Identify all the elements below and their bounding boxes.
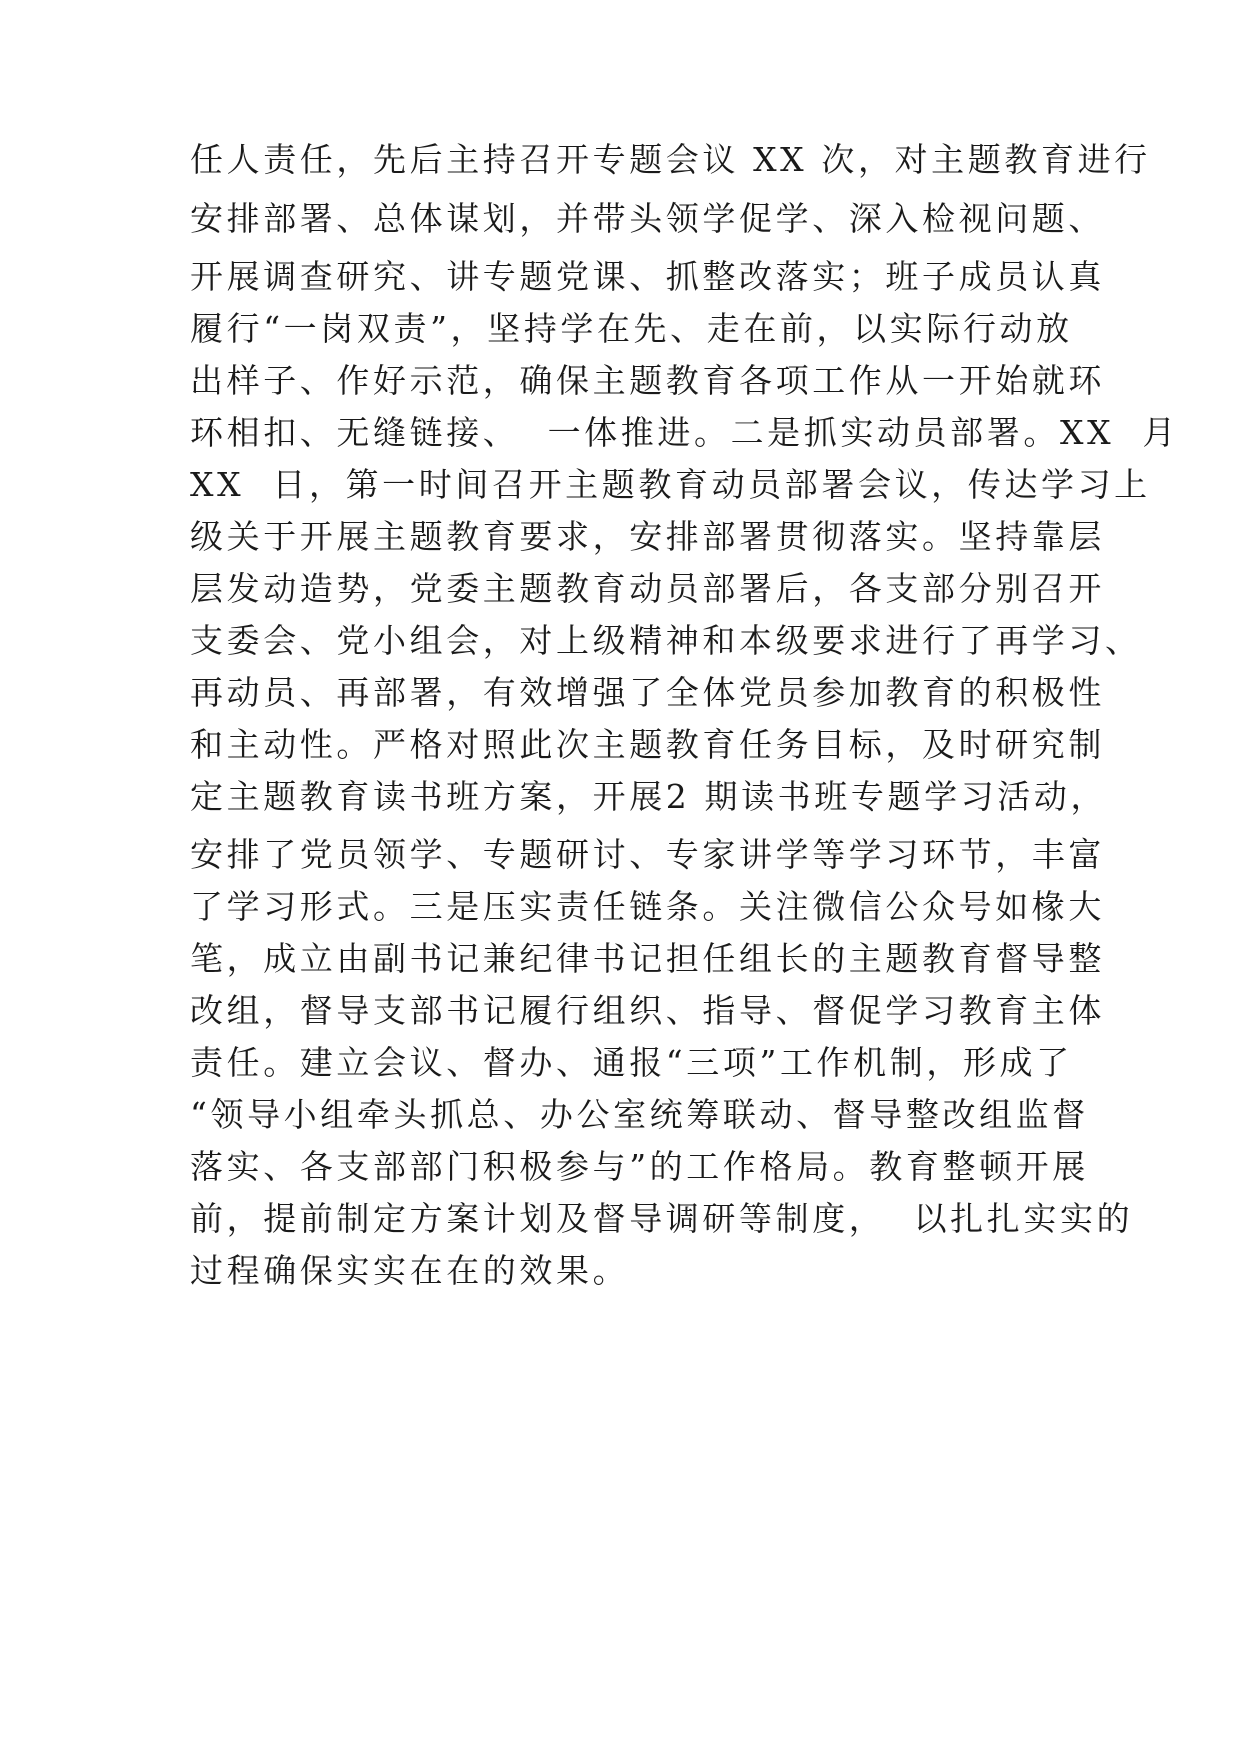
text-line: 开展调查研究、讲专题党课、抓整改落实；班子成员认真 (190, 257, 1105, 296)
text-line: 改组，督导支部书记履行组织、指导、督促学习教育主体 (190, 991, 1105, 1030)
text-line: 履行“一岗双责”，坚持学在先、走在前，以实际行动放 (190, 309, 1073, 348)
text-line: 笔，成立由副书记兼纪律书记担任组长的主题教育督导整 (190, 939, 1105, 978)
text-line: 了学习形式。三是压实责任链条。关注微信公众号如椽大 (190, 887, 1105, 926)
text-line: 出样子、作好示范，确保主题教育各项工作从一开始就环 (190, 361, 1105, 400)
text-line: 环相扣、无缝链接、 一体推进。二是抓实动员部署。XX 月 (190, 413, 1179, 452)
text-line: 级关于开展主题教育要求，安排部署贯彻落实。坚持靠层 (190, 517, 1105, 556)
text-line: 和主动性。严格对照此次主题教育任务目标，及时研究制 (190, 725, 1105, 764)
text-line: 责任。建立会议、督办、通报“三项”工作机制，形成了 (190, 1043, 1073, 1082)
text-line: 定主题教育读书班方案，开展2 期读书班专题学习活动， (190, 777, 1108, 816)
text-line: 安排部署、总体谋划，并带头领学促学、深入检视问题、 (190, 199, 1105, 238)
text-line: 再动员、再部署，有效增强了全体党员参加教育的积极性 (190, 673, 1105, 712)
text-line: 落实、各支部部门积极参与”的工作格局。教育整顿开展 (190, 1147, 1089, 1186)
text-line: 前，提前制定方案计划及督导调研等制度， 以扎扎实实的 (190, 1199, 1134, 1238)
text-line: 层发动造势，党委主题教育动员部署后，各支部分别召开 (190, 569, 1105, 608)
text-line: 支委会、党小组会，对上级精神和本级要求进行了再学习、 (190, 621, 1142, 660)
text-line: XX 日，第一时间召开主题教育动员部署会议，传达学习上 (190, 465, 1151, 504)
text-line: 安排了党员领学、专题研讨、专家讲学等学习环节，丰富 (190, 835, 1105, 874)
text-line: 任人责任，先后主持召开专题会议 XX 次，对主题教育进行 (190, 140, 1151, 179)
text-line: 过程确保实实在在的效果。 (190, 1251, 630, 1290)
text-line: “领导小组牵头抓总、办公室统筹联动、督导整改组监督 (190, 1095, 1089, 1134)
